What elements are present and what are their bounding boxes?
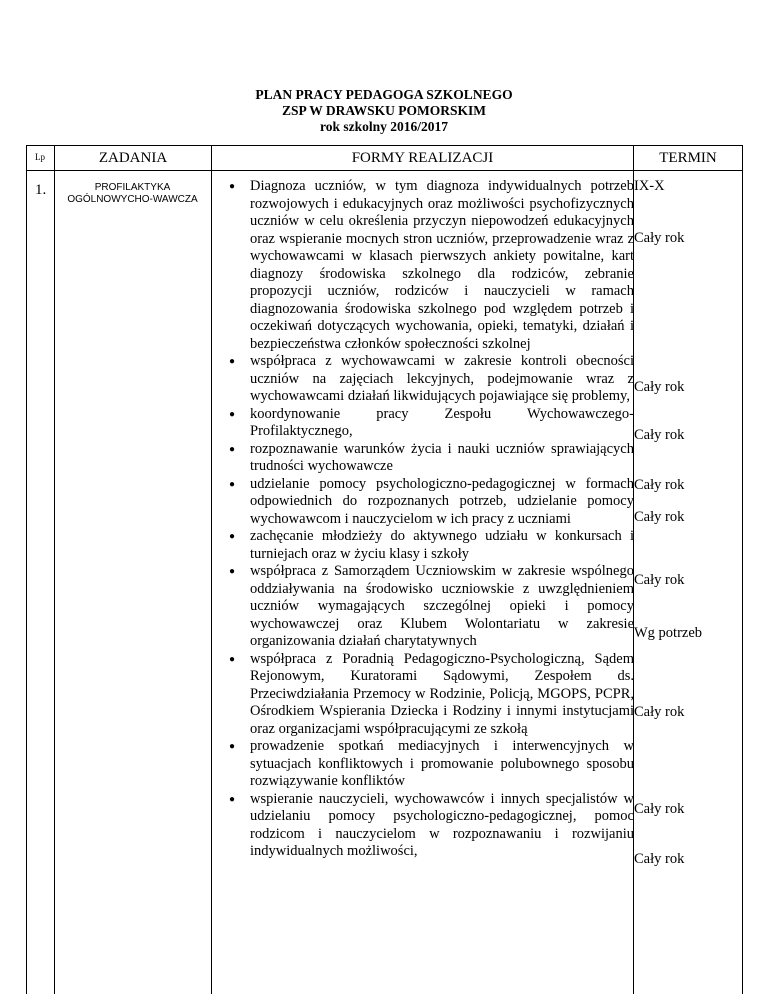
title-line-2: ZSP W DRAWSKU POMORSKIM bbox=[282, 103, 486, 118]
termin-value: Cały rok bbox=[634, 427, 685, 443]
termin-value: Cały rok bbox=[634, 801, 685, 817]
list-item: ● współpraca z Samorządem Uczniowskim w zakresie wspólnego oddziaływania na środowisko uczniowskie z uwzględnieniem uczniów wymagających szczególnej opieki i pomocy wychowawczej oraz Klubem Wolontariatu w zakresie organizowania działań charytatywnych bbox=[229, 563, 634, 649]
formy-realizacji-list bbox=[226, 178, 634, 861]
bullet-icon: ● bbox=[229, 531, 236, 542]
termin-value: Cały rok bbox=[634, 477, 685, 493]
list-item: ● prowadzenie spotkań mediacyjnych i interwencyjnych w sytuacjach konfliktowych i promowanie polubownego sposobu rozwiązywanie konfliktów bbox=[229, 738, 634, 789]
bullet-icon: ● bbox=[229, 478, 236, 490]
bullet-icon: ● bbox=[229, 566, 236, 577]
table-header-divider bbox=[26, 170, 743, 171]
bullet-icon: ● bbox=[229, 443, 236, 455]
termin-value: Cały rok bbox=[634, 851, 685, 867]
bullet-icon: ● bbox=[229, 408, 236, 420]
list-item: ● Diagnoza uczniów, w tym diagnoza indywidualnych potrzeb rozwojowych i edukacyjnych oraz możliwości psychofizycznych uczniów w celu określenia przyczyn niepowodzeń edukacyjnych oraz wspieranie mocnych stron uczniów, przeprowadzenie wraz z wychowawcami w klasach pierwszych ankiety powitalne, kart diagnozy środowiska szkolnego dla rodziców, zebranie propozycji uczniów, rodziców i nauczycieli w ramach diagnozowania środowiska szkolnego pod względem potrzeb i oczekiwań dotyczących wychowania, opieki, tematyki, działań i bezpieczeństwa członków społeczności szkolnej bbox=[229, 178, 634, 352]
termin-value: Cały rok bbox=[634, 509, 685, 525]
header-termin: TERMIN bbox=[659, 150, 717, 166]
termin-value: Cały rok bbox=[634, 379, 685, 395]
list-item: ● współpraca z Poradnią Pedagogiczno-Psychologiczną, Sądem Rejonowym, Kuratorami Sądowymi, Zespołem ds. Przeciwdziałania Przemocy w Rodzinie, Policją, MGOPS, PCPR, Ośrodkiem Wspierania Dziecka i Rodziny i innymi instytucjami oraz organizacjami współpracującymi ze szkołą bbox=[229, 650, 634, 737]
header-lp: Lp bbox=[35, 152, 45, 162]
table-border-left bbox=[26, 145, 27, 994]
title-line-1: PLAN PRACY PEDAGOGA SZKOLNEGO bbox=[255, 87, 513, 102]
list-item: ● zachęcanie młodzieży do aktywnego udziału w konkursach i turniejach oraz w życiu klasy i szkoły bbox=[229, 528, 634, 562]
bullet-icon: ● bbox=[229, 356, 236, 367]
header-formy-realizacji: FORMY REALIZACJI bbox=[351, 150, 494, 166]
termin-value: Wg potrzeb bbox=[634, 625, 703, 641]
termin-value: Cały rok bbox=[634, 572, 685, 588]
termin-value: Cały rok bbox=[634, 704, 685, 720]
col-divider-zadania bbox=[211, 145, 212, 994]
row-number: 1. bbox=[35, 182, 47, 198]
termin-value: Cały rok bbox=[634, 230, 685, 246]
list-item: ● udzielanie pomocy psychologiczno-pedagogicznej w formach odpowiednich do rozpoznanych potrzeb, udzielanie pomocy wychowawcom i nauczycielom w ich pracy z uczniami bbox=[229, 475, 634, 527]
table-border-top bbox=[26, 145, 743, 146]
bullet-icon: ● bbox=[229, 793, 236, 805]
list-item: ● koordynowanie pracy Zespołu Wychowawczego-Profilaktycznego, bbox=[229, 405, 634, 439]
bullet-icon: ● bbox=[229, 653, 236, 665]
bullet-icon: ● bbox=[229, 181, 236, 192]
header-zadania: ZADANIA bbox=[98, 150, 168, 166]
list-item: ● współpraca z wychowawcami w zakresie kontroli obecności uczniów na zajęciach lekcyjnych, podejmowanie wraz z wychowawcami działań likwidujących pojawiające się problemy, bbox=[229, 353, 634, 404]
title-line-3: rok szkolny 2016/2017 bbox=[319, 119, 449, 134]
row-zadanie: PROFILAKTYKA OGÓLNOWYCHO-WAWCZA bbox=[67, 182, 198, 205]
list-item: ● wspieranie nauczycieli, wychowawców i innych specjalistów w udzielaniu pomocy psychologiczno-pedagogicznej, pomoc rodzicom i nauczycielom w rozpoznawaniu i rozwijaniu indywidualnych możliwości, bbox=[229, 790, 634, 859]
termin-value: IX-X bbox=[634, 178, 665, 194]
bullet-icon: ● bbox=[229, 741, 236, 752]
list-item: ● rozpoznawanie warunków życia i nauki uczniów sprawiających trudności wychowawcze bbox=[229, 440, 634, 474]
col-divider-lp bbox=[54, 145, 55, 994]
table-border-right bbox=[742, 145, 743, 994]
